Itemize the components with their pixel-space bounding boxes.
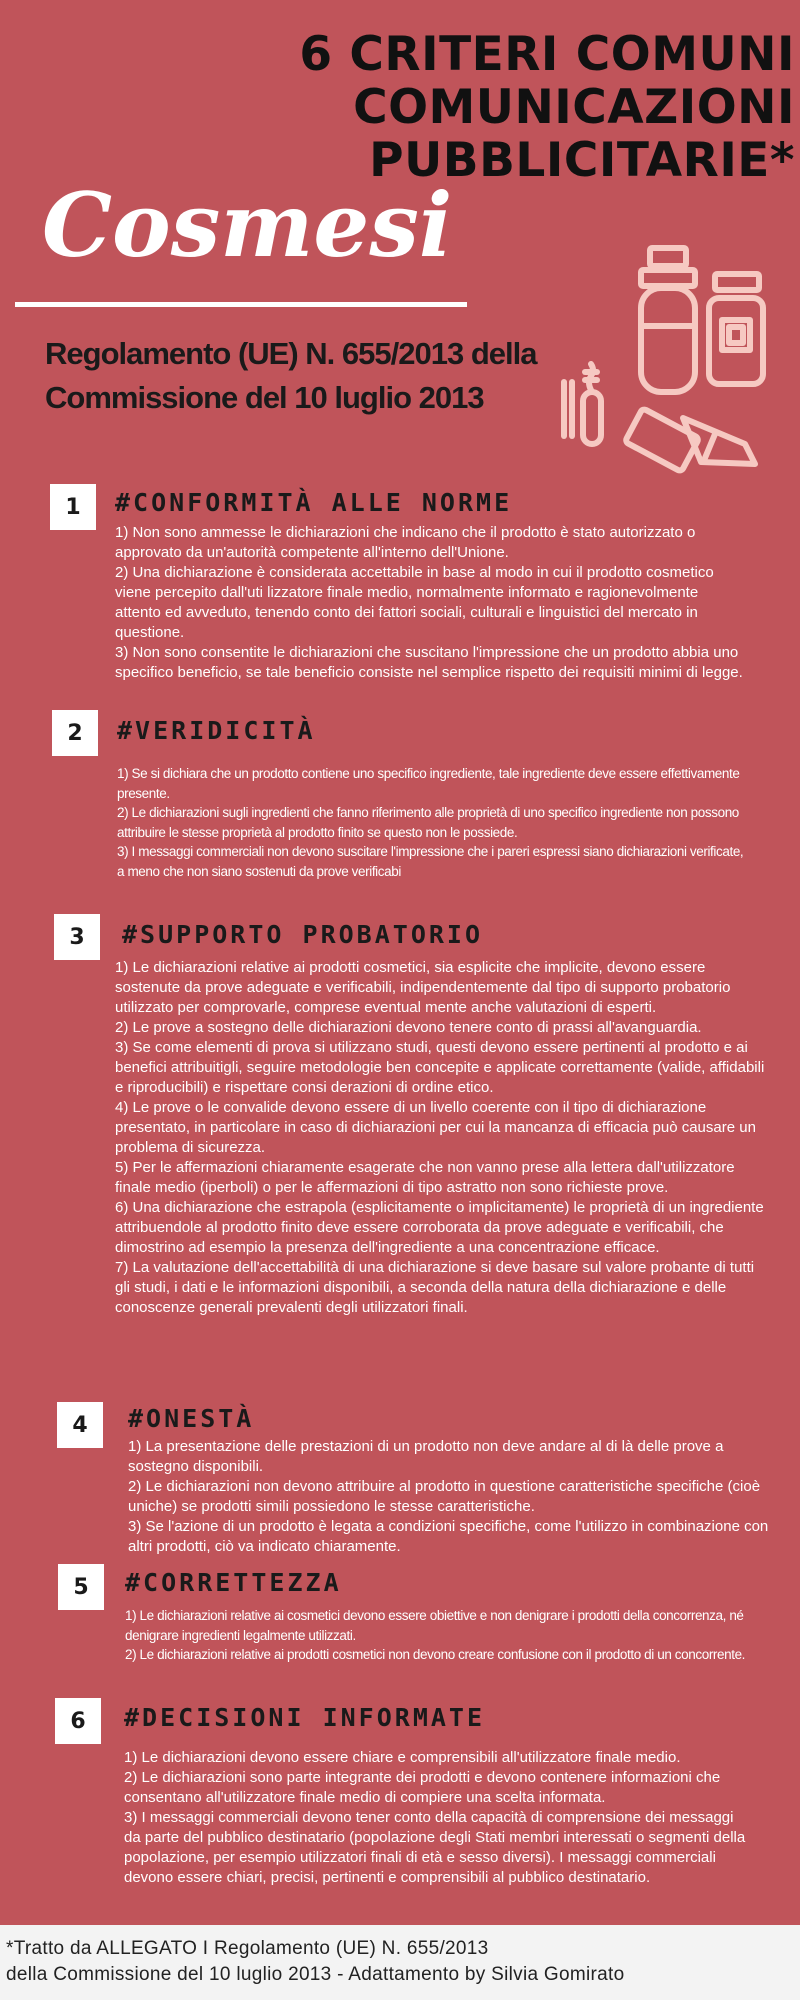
footnote-line: della Commissione del 10 luglio 2013 - Adattamento by Silvia Gomirato — [6, 1964, 625, 1985]
regulation-line: Commissione del 10 luglio 2013 — [45, 380, 484, 415]
cosmetic-jar-icon — [709, 274, 763, 384]
section-number-badge: 4 — [57, 1402, 103, 1448]
section-items — [124, 1748, 754, 1888]
section-heading: #CORRETTEZZA — [125, 1568, 342, 1597]
list-item: 4) Le prove o le convalide devono essere di un livello coerente con il tipo di dichiarazione presentato, in particolare in caso di dichiarazioni per cui la mancanza di efficacia può causare un problema di sicurezza. — [115, 1099, 756, 1156]
regulation-line: Regolamento (UE) N. 655/2013 della — [45, 336, 537, 371]
section-heading: #DECISIONI INFORMATE — [124, 1703, 486, 1732]
section-number-badge: 2 — [52, 710, 98, 756]
title-line: 6 CRITERI COMUNI — [299, 27, 795, 82]
section-number-badge: 1 — [50, 484, 96, 530]
list-item: 3) Se come elementi di prova si utilizzano studi, questi devono essere pertinenti al prodotto e ai benefici attribuitigli, seguire metodologie ben concepite e applicate correttamente (valide, affidabili e riproducibili) e rispettare consi derazioni di ordine etico. — [115, 1039, 765, 1096]
section-items — [125, 1606, 750, 1665]
list-item: 3) I messaggi commerciali devono tener conto della capacità di comprensione dei messaggi da parte del pubblico destinatario (popolazione degli Stati membri interessati o segmenti della popolazione, per esempio utilizzatori finali di età e sesso diversi). I messaggi commerciali devono essere chiari, precisi, pertinenti e comprensibili al pubblico destinatario. — [124, 1809, 746, 1886]
section-items — [115, 958, 767, 1318]
cosmetic-bottle-icon — [641, 248, 695, 392]
list-item: 1) Le dichiarazioni relative ai cosmetici devono essere obiettive e non denigrare i prodotti della concorrenza, né denigrare ingredienti legalmente utilizzati. — [125, 1608, 744, 1643]
lipstick-icon — [625, 408, 755, 472]
page-title — [235, 28, 795, 187]
list-item: 5) Per le affermazioni chiaramente esagerate che non vanno prese alla lettera dall'utilizzatore finale medio (iperboli) o per le affermazioni di tipo astratto non sono richieste prove. — [115, 1159, 735, 1196]
mascara-icon — [564, 364, 601, 444]
footnote-line: *Tratto da ALLEGATO I Regolamento (UE) N. 655/2013 — [6, 1938, 489, 1959]
section-heading: #VERIDICITÀ — [117, 716, 316, 745]
section-items — [117, 764, 750, 881]
list-item: 2) Le dichiarazioni non devono attribuire al prodotto in questione caratteristiche specifiche (cioè uniche) se prodotti simili possiedono le stesse caratteristiche. — [128, 1478, 761, 1515]
list-item: 2) Le dichiarazioni sono parte integrante dei prodotti e devono contenere informazioni che consentano all'utilizzatore finale medio di compiere una scelta informata. — [124, 1769, 721, 1806]
title-line: PUBBLICITARIE* — [369, 133, 795, 188]
title-line: COMUNICAZIONI — [353, 80, 795, 135]
section-heading: #SUPPORTO PROBATORIO — [122, 920, 484, 949]
list-item: 1) Se si dichiara che un prodotto contiene uno specifico ingrediente, tale ingrediente deve essere effettivamente presente. — [117, 766, 740, 801]
regulation-subtitle — [45, 332, 585, 420]
section-number-badge: 5 — [58, 1564, 104, 1610]
list-item: 1) La presentazione delle prestazioni di un prodotto non deve andare al di là delle prove a sostegno disponibili. — [128, 1438, 724, 1475]
list-item: 2) Una dichiarazione è considerata accettabile in base al modo in cui il prodotto cosmetico viene percepito dall'uti lizzatore finale medio, normalmente informato e ragionevolmente attento ed avveduto, tenendo conto dei fattori sociali, culturali e linguistici del mercato in questione. — [115, 564, 714, 641]
section-heading: #ONESTÀ — [128, 1404, 255, 1433]
list-item: 3) Non sono consentite le dichiarazioni che suscitano l'impressione che un prodotto abbia uno specifico beneficio, se tale beneficio consiste nel semplice rispetto dei requisiti minimi di legge. — [115, 644, 743, 681]
source-footnote — [6, 1936, 796, 1988]
cosmetics-illustration — [555, 230, 770, 480]
list-item: 1) Non sono ammesse le dichiarazioni che indicano che il prodotto è stato autorizzato o approvato da un'autorità competente all'interno dell'Unione. — [115, 524, 696, 561]
title-underline — [15, 302, 467, 307]
script-title: Cosmesi — [42, 173, 453, 277]
section-number-badge: 6 — [55, 1698, 101, 1744]
list-item: 3) Se l'azione di un prodotto è legata a condizioni specifiche, come l'utilizzo in combinazione con altri prodotti, ciò va indicato chiaramente. — [128, 1518, 769, 1555]
list-item: 1) Le dichiarazioni devono essere chiare e comprensibili all'utilizzatore finale medio. — [124, 1749, 681, 1766]
list-item: 1) Le dichiarazioni relative ai prodotti cosmetici, sia esplicite che implicite, devono essere sostenute da prove adeguate e verificabili, indipendentemente dal tipo di supporto probatorio utilizzato per comprovarle, comprese eventual mente anche valutazioni di esperti. — [115, 959, 731, 1016]
list-item: 6) Una dichiarazione che estrapola (esplicitamente o implicitamente) le proprietà di un ingrediente attribuendole al prodotto finito deve essere corroborata da prove adeguate e verificabili, che dimostrino ad esempio la presenza dell'ingrediente a una concentrazione efficace. — [115, 1199, 764, 1256]
section-items — [115, 523, 745, 683]
list-item: 2) Le dichiarazioni relative ai prodotti cosmetici non devono creare confusione con il prodotto di un concorrente. — [125, 1647, 746, 1662]
list-item: 2) Le prove a sostegno delle dichiarazioni devono tenere conto di prassi all'avanguardia. — [115, 1019, 702, 1036]
list-item: 3) I messaggi commerciali non devono suscitare l'impressione che i pareri espressi siano dichiarazioni verificate, a meno che non siano sostenuti da prove verificabi — [117, 844, 744, 879]
section-heading: #CONFORMITÀ ALLE NORME — [115, 488, 513, 517]
list-item: 7) La valutazione dell'accettabilità di una dichiarazione si deve basare sul valore probante di tutti gli studi, i dati e le informazioni disponibili, a seconda della natura della dichiarazione e delle conoscenze generali prevalenti degli utilizzatori finali. — [115, 1259, 755, 1316]
section-items — [128, 1437, 780, 1557]
list-item: 2) Le dichiarazioni sugli ingredienti che fanno riferimento alle proprietà di uno specifico ingrediente non possono attribuire le stesse proprietà al prodotto finito se questo non le possiede. — [117, 805, 739, 840]
section-number-badge: 3 — [54, 914, 100, 960]
